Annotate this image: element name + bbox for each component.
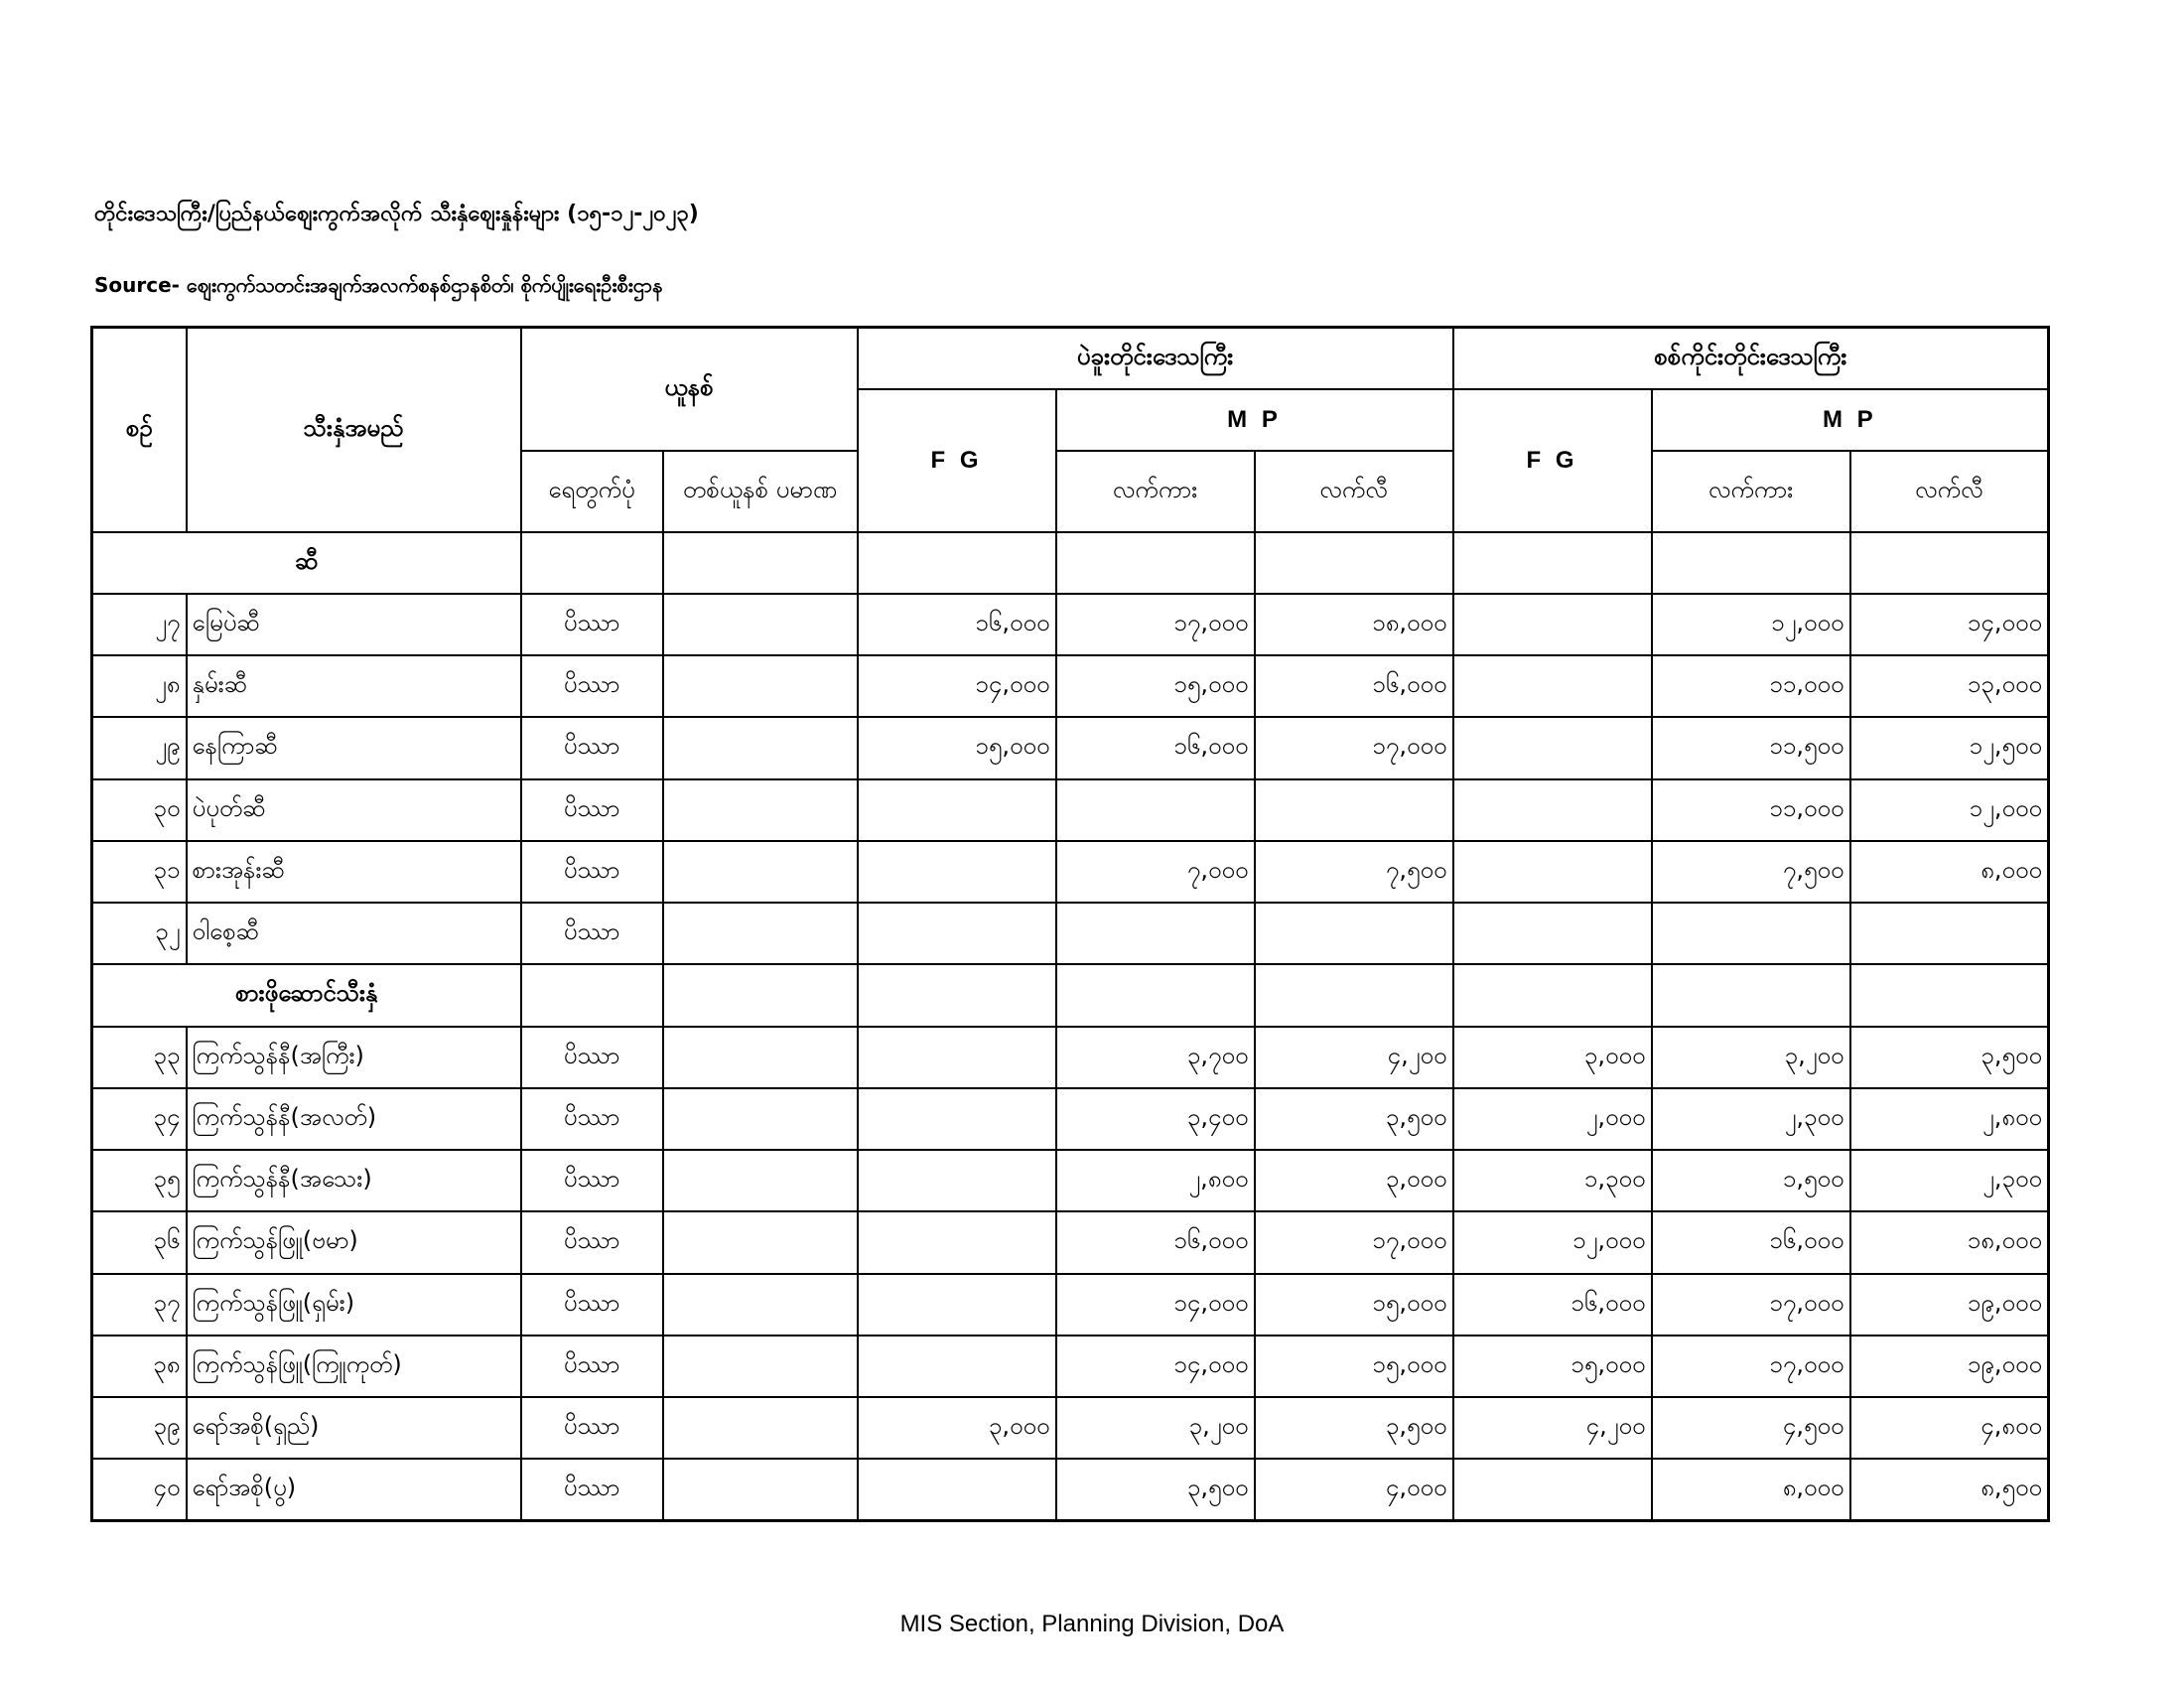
bago-fg-price: ၁၅,၀၀၀ — [858, 717, 1056, 778]
sagaing-fg-price — [1453, 655, 1652, 717]
unit-local: ပိဿာ — [521, 655, 663, 717]
unit-metric — [663, 1459, 858, 1520]
crop-name: စားအုန်းဆီ — [187, 841, 521, 903]
sagaing-retail-price: ၁၉,၀၀၀ — [1850, 1274, 2049, 1336]
sagaing-fg-price — [1453, 594, 1652, 655]
sagaing-wholesale-price: ၁၇,၀၀၀ — [1652, 1336, 1850, 1397]
header-sagaing-wholesale: လက်ကား — [1652, 451, 1850, 532]
sagaing-wholesale-price: ၁၆,၀၀၀ — [1652, 1211, 1850, 1273]
crop-name: ရော်အစို(ပွ) — [187, 1459, 521, 1520]
row-number: ၂၉ — [92, 717, 187, 778]
table-row — [92, 841, 2049, 903]
unit-metric — [663, 1397, 858, 1459]
empty-cell — [1652, 532, 1850, 594]
table-row — [92, 1088, 2049, 1150]
unit-local: ပိဿာ — [521, 1459, 663, 1520]
bago-wholesale-price — [1056, 779, 1255, 841]
bago-fg-price — [858, 1274, 1056, 1336]
crop-name: နေကြာဆီ — [187, 717, 521, 778]
bago-fg-price — [858, 1459, 1056, 1520]
header-unit-metric: တစ်ယူနစ် ပမာဏ — [663, 451, 858, 532]
crop-name: မြေပဲဆီ — [187, 594, 521, 655]
empty-cell — [1255, 532, 1453, 594]
empty-cell — [858, 964, 1056, 1026]
category-label: စားဖိုဆောင်သီးနှံ — [92, 964, 521, 1026]
bago-wholesale-price: ၁၅,၀၀၀ — [1056, 655, 1255, 717]
bago-wholesale-price: ၇,၀၀၀ — [1056, 841, 1255, 903]
sagaing-wholesale-price: ၂,၃၀၀ — [1652, 1088, 1850, 1150]
table-row — [92, 1274, 2049, 1336]
bago-wholesale-price: ၃,၅၀၀ — [1056, 1459, 1255, 1520]
unit-metric — [663, 594, 858, 655]
table-row — [92, 655, 2049, 717]
table-row — [92, 779, 2049, 841]
empty-cell — [1255, 964, 1453, 1026]
unit-metric — [663, 1211, 858, 1273]
bago-wholesale-price: ၃,၂၀၀ — [1056, 1397, 1255, 1459]
crop-name: ကြက်သွန်ဖြူ(ဗမာ) — [187, 1211, 521, 1273]
bago-fg-price — [858, 1027, 1056, 1088]
sagaing-retail-price: ၁၈,၀၀၀ — [1850, 1211, 2049, 1273]
header-crop-name: သီးနှံအမည် — [187, 328, 521, 532]
empty-cell — [1056, 532, 1255, 594]
source-line: Source- ဈေးကွက်သတင်းအချက်အလက်စနစ်ဌာနစိတ်၊ စိုက်ပျိုးရေးဦးစီးဌာန — [94, 273, 663, 297]
header-region-bago: ပဲခူးတိုင်းဒေသကြီး — [858, 328, 1453, 389]
bago-retail-price: ၄,၀၀၀ — [1255, 1459, 1453, 1520]
bago-fg-price — [858, 1211, 1056, 1273]
unit-local: ပိဿာ — [521, 1336, 663, 1397]
sagaing-fg-price: ၁၆,၀၀၀ — [1453, 1274, 1652, 1336]
bago-fg-price: ၁၄,၀၀၀ — [858, 655, 1056, 717]
header-bago-wholesale: လက်ကား — [1056, 451, 1255, 532]
sagaing-retail-price — [1850, 903, 2049, 964]
bago-wholesale-price: ၁၆,၀၀၀ — [1056, 1211, 1255, 1273]
row-number: ၃၅ — [92, 1150, 187, 1211]
table-body — [92, 532, 2049, 1521]
row-number: ၂၇ — [92, 594, 187, 655]
sagaing-wholesale-price: ၇,၅၀၀ — [1652, 841, 1850, 903]
sagaing-fg-price: ၂,၀၀၀ — [1453, 1088, 1652, 1150]
sagaing-retail-price: ၁၃,၀၀၀ — [1850, 655, 2049, 717]
sagaing-wholesale-price: ၁၁,၀၀၀ — [1652, 655, 1850, 717]
crop-name: ကြက်သွန်နီ(အကြီး) — [187, 1027, 521, 1088]
sagaing-fg-price — [1453, 1459, 1652, 1520]
bago-wholesale-price: ၁၄,၀၀၀ — [1056, 1336, 1255, 1397]
sagaing-wholesale-price — [1652, 903, 1850, 964]
unit-metric — [663, 717, 858, 778]
table-row — [92, 1336, 2049, 1397]
bago-fg-price — [858, 841, 1056, 903]
sagaing-retail-price: ၄,၈၀၀ — [1850, 1397, 2049, 1459]
unit-metric — [663, 903, 858, 964]
footer: MIS Section, Planning Division, DoA — [899, 1611, 1285, 1637]
unit-local: ပိဿာ — [521, 594, 663, 655]
unit-local: ပိဿာ — [521, 841, 663, 903]
header-sagaing-retail: လက်လီ — [1850, 451, 2049, 532]
sagaing-retail-price: ၁၂,၀၀၀ — [1850, 779, 2049, 841]
bago-fg-price: ၁၆,၀၀၀ — [858, 594, 1056, 655]
bago-retail-price: ၃,၅၀၀ — [1255, 1088, 1453, 1150]
sagaing-fg-price: ၁၂,၀၀၀ — [1453, 1211, 1652, 1273]
bago-fg-price — [858, 903, 1056, 964]
unit-local: ပိဿာ — [521, 717, 663, 778]
header-region-sagaing: စစ်ကိုင်းတိုင်းဒေသကြီး — [1453, 328, 2049, 389]
crop-name: ပဲပုတ်ဆီ — [187, 779, 521, 841]
sagaing-retail-price: ၁၉,၀၀၀ — [1850, 1336, 2049, 1397]
bago-retail-price: ၇,၅၀၀ — [1255, 841, 1453, 903]
sagaing-wholesale-price: ၃,၂၀၀ — [1652, 1027, 1850, 1088]
row-number: ၃၂ — [92, 903, 187, 964]
unit-metric — [663, 655, 858, 717]
bago-retail-price — [1255, 903, 1453, 964]
bago-fg-price: ၃,၀၀၀ — [858, 1397, 1056, 1459]
sagaing-retail-price: ၈,၀၀၀ — [1850, 841, 2049, 903]
header-sagaing-mp: M P — [1652, 389, 2049, 451]
row-number: ၃၄ — [92, 1088, 187, 1150]
row-number: ၃၀ — [92, 779, 187, 841]
empty-cell — [1056, 964, 1255, 1026]
category-label: ဆီ — [92, 532, 521, 594]
sagaing-fg-price — [1453, 717, 1652, 778]
bago-wholesale-price: ၁၄,၀၀၀ — [1056, 1274, 1255, 1336]
unit-local: ပိဿာ — [521, 1150, 663, 1211]
unit-local: ပိဿာ — [521, 903, 663, 964]
empty-cell — [663, 532, 858, 594]
crop-name: ကြက်သွန်ဖြူ(ကြူကုတ်) — [187, 1336, 521, 1397]
unit-local: ပိဿာ — [521, 1274, 663, 1336]
table-row — [92, 594, 2049, 655]
sagaing-fg-price: ၁,၃၀၀ — [1453, 1150, 1652, 1211]
unit-local: ပိဿာ — [521, 1211, 663, 1273]
sagaing-fg-price — [1453, 779, 1652, 841]
row-number: ၃၃ — [92, 1027, 187, 1088]
crop-name: ရော်အစို(ရှည်) — [187, 1397, 521, 1459]
table-row — [92, 1150, 2049, 1211]
table-row — [92, 1397, 2049, 1459]
header-bago-retail: လက်လီ — [1255, 451, 1453, 532]
row-number: ၂၈ — [92, 655, 187, 717]
bago-retail-price: ၁၆,၀၀၀ — [1255, 655, 1453, 717]
sagaing-wholesale-price: ၈,၀၀၀ — [1652, 1459, 1850, 1520]
sagaing-wholesale-price: ၁၂,၀၀၀ — [1652, 594, 1850, 655]
unit-metric — [663, 779, 858, 841]
sagaing-fg-price — [1453, 903, 1652, 964]
bago-wholesale-price — [1056, 903, 1255, 964]
sagaing-retail-price: ၁၄,၀၀၀ — [1850, 594, 2049, 655]
row-number: ၃၈ — [92, 1336, 187, 1397]
unit-local: ပိဿာ — [521, 1088, 663, 1150]
unit-metric — [663, 1088, 858, 1150]
empty-cell — [521, 532, 663, 594]
crop-name: ကြက်သွန်နီ(အသေး) — [187, 1150, 521, 1211]
sagaing-fg-price — [1453, 841, 1652, 903]
header-unit-local: ရေတွက်ပုံ — [521, 451, 663, 532]
bago-retail-price: ၁၇,၀၀၀ — [1255, 717, 1453, 778]
bago-retail-price: ၄,၂၀၀ — [1255, 1027, 1453, 1088]
sagaing-wholesale-price: ၁,၅၀၀ — [1652, 1150, 1850, 1211]
unit-local: ပိဿာ — [521, 779, 663, 841]
empty-cell — [1850, 964, 2049, 1026]
header-sagaing-fg: F G — [1453, 389, 1652, 532]
bago-retail-price: ၁၅,၀၀၀ — [1255, 1274, 1453, 1336]
crop-name: ကြက်သွန်နီ(အလတ်) — [187, 1088, 521, 1150]
header-bago-fg: F G — [858, 389, 1056, 532]
bago-wholesale-price: ၃,၇၀၀ — [1056, 1027, 1255, 1088]
empty-cell — [521, 964, 663, 1026]
bago-retail-price: ၁၅,၀၀၀ — [1255, 1336, 1453, 1397]
unit-metric — [663, 1150, 858, 1211]
bago-wholesale-price: ၁၆,၀၀၀ — [1056, 717, 1255, 778]
table-row — [92, 717, 2049, 778]
empty-cell — [858, 532, 1056, 594]
crop-name: နှမ်းဆီ — [187, 655, 521, 717]
empty-cell — [1453, 532, 1652, 594]
crop-name: ဝါစေ့ဆီ — [187, 903, 521, 964]
sagaing-retail-price: ၈,၅၀၀ — [1850, 1459, 2049, 1520]
unit-local: ပိဿာ — [521, 1027, 663, 1088]
sagaing-wholesale-price: ၁၁,၀၀၀ — [1652, 779, 1850, 841]
bago-fg-price — [858, 1088, 1056, 1150]
table-row — [92, 1459, 2049, 1520]
sagaing-fg-price: ၁၅,၀၀၀ — [1453, 1336, 1652, 1397]
row-number: ၃၉ — [92, 1397, 187, 1459]
unit-metric — [663, 841, 858, 903]
sagaing-fg-price: ၃,၀၀၀ — [1453, 1027, 1652, 1088]
sagaing-retail-price: ၂,၃၀၀ — [1850, 1150, 2049, 1211]
bago-fg-price — [858, 779, 1056, 841]
unit-local: ပိဿာ — [521, 1397, 663, 1459]
bago-retail-price: ၃,၅၀၀ — [1255, 1397, 1453, 1459]
header-unit: ယူနစ် — [521, 328, 858, 451]
bago-retail-price: ၁၇,၀၀၀ — [1255, 1211, 1453, 1273]
row-number: ၃၁ — [92, 841, 187, 903]
bago-wholesale-price: ၁၇,၀၀၀ — [1056, 594, 1255, 655]
bago-retail-price: ၃,၀၀၀ — [1255, 1150, 1453, 1211]
empty-cell — [1453, 964, 1652, 1026]
bago-fg-price — [858, 1150, 1056, 1211]
crop-name: ကြက်သွန်ဖြူ(ရှမ်း) — [187, 1274, 521, 1336]
table-row — [92, 1027, 2049, 1088]
bago-retail-price — [1255, 779, 1453, 841]
row-number: ၃၇ — [92, 1274, 187, 1336]
sagaing-wholesale-price: ၁၁,၅၀၀ — [1652, 717, 1850, 778]
unit-metric — [663, 1336, 858, 1397]
price-table — [90, 326, 2050, 1522]
unit-metric — [663, 1274, 858, 1336]
bago-wholesale-price: ၂,၈၀၀ — [1056, 1150, 1255, 1211]
category-row — [92, 964, 2049, 1026]
empty-cell — [1850, 532, 2049, 594]
row-number: ၃၆ — [92, 1211, 187, 1273]
empty-cell — [1652, 964, 1850, 1026]
category-row — [92, 532, 2049, 594]
sagaing-fg-price: ၄,၂၀၀ — [1453, 1397, 1652, 1459]
sagaing-retail-price: ၃,၅၀၀ — [1850, 1027, 2049, 1088]
bago-wholesale-price: ၃,၄၀၀ — [1056, 1088, 1255, 1150]
report-title: တိုင်းဒေသကြီး/ပြည်နယ်ဈေးကွက်အလိုက် သီးနှံဈေးနှုန်းများ (၁၅-၁၂-၂၀၂၃) — [94, 202, 699, 226]
sagaing-retail-price: ၂,၈၀၀ — [1850, 1088, 2049, 1150]
sagaing-wholesale-price: ၄,၅၀၀ — [1652, 1397, 1850, 1459]
sagaing-retail-price: ၁၂,၅၀၀ — [1850, 717, 2049, 778]
table-row — [92, 903, 2049, 964]
row-number: ၄၀ — [92, 1459, 187, 1520]
empty-cell — [663, 964, 858, 1026]
sagaing-wholesale-price: ၁၇,၀၀၀ — [1652, 1274, 1850, 1336]
bago-retail-price: ၁၈,၀၀၀ — [1255, 594, 1453, 655]
table-row — [92, 1211, 2049, 1273]
unit-metric — [663, 1027, 858, 1088]
header-bago-mp: M P — [1056, 389, 1453, 451]
bago-fg-price — [858, 1336, 1056, 1397]
header-no: စဉ် — [92, 328, 187, 532]
